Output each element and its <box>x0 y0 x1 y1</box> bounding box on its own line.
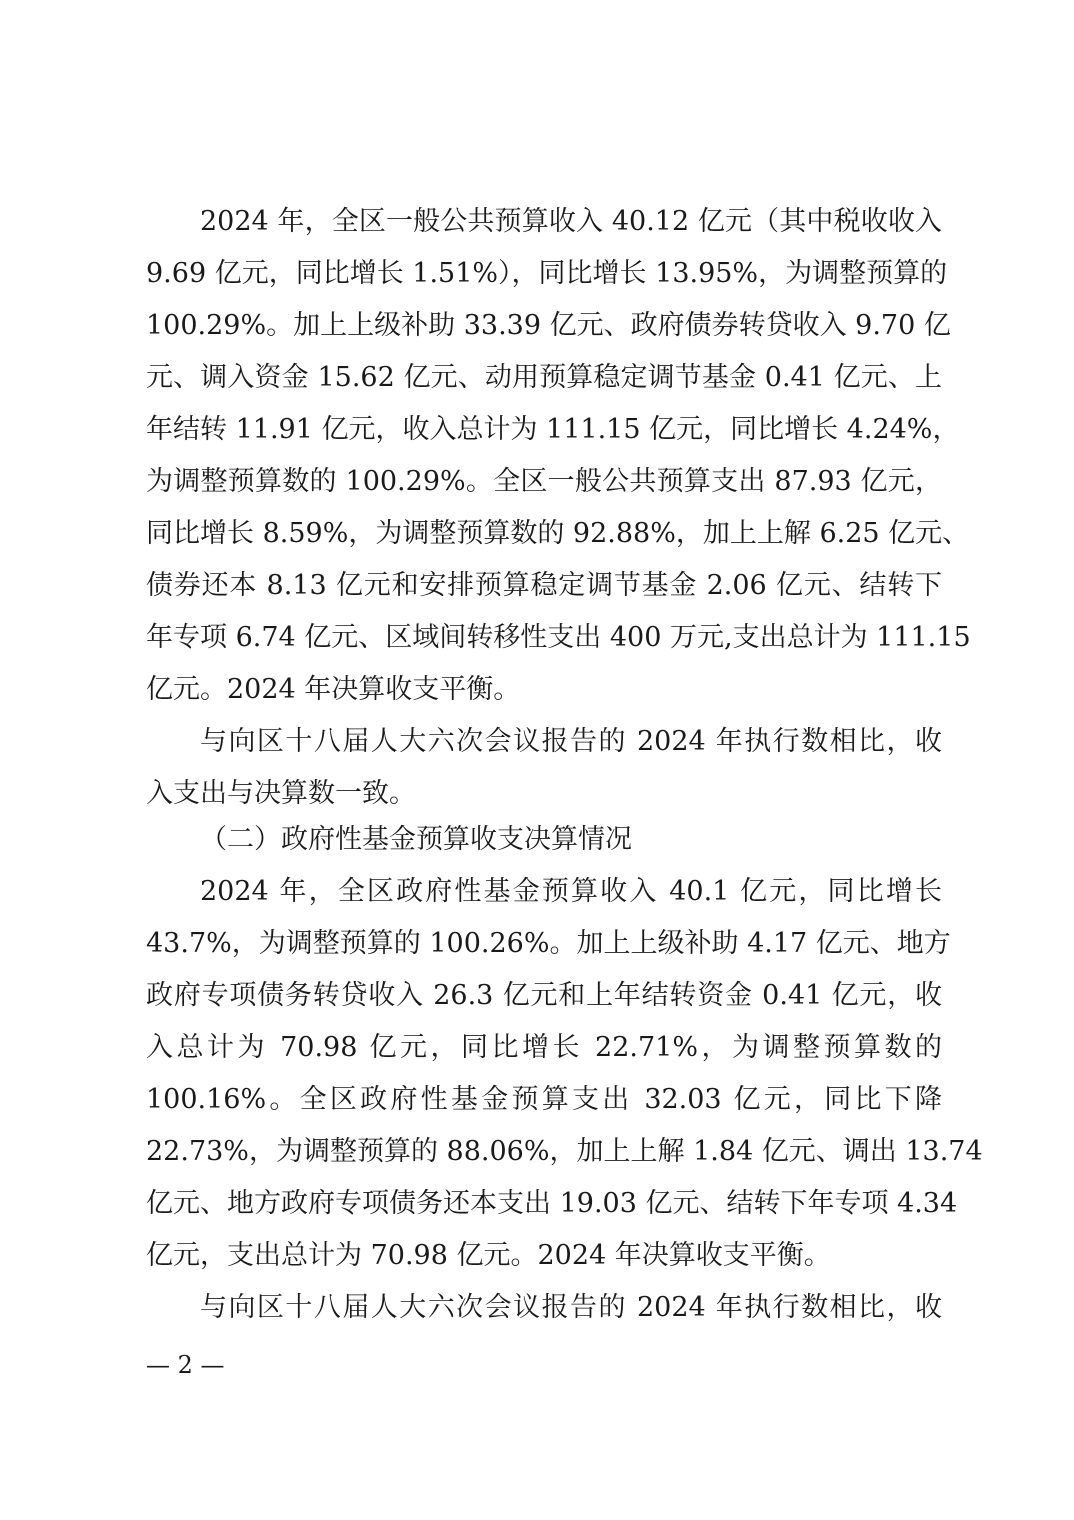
paragraph-line: 43.7%，为调整预算的 100.26%。加上上级补助 4.17 亿元、地方 <box>146 928 951 959</box>
paragraph-line: 22.73%，为调整预算的 88.06%，加上上解 1.84 亿元、调出 13.74 <box>146 1136 983 1167</box>
paragraph-line: 2024 年，全区政府性基金预算收入 40.1 亿元，同比增长 <box>200 876 942 907</box>
paragraph-line: 同比增长 8.59%，为调整预算数的 92.88%，加上上解 6.25 亿元、 <box>146 518 970 549</box>
paragraph-line: 元、调入资金 15.62 亿元、动用预算稳定调节基金 0.41 亿元、上 <box>146 362 942 393</box>
paragraph-line: 与向区十八届人大六次会议报告的 2024 年执行数相比，收 <box>200 1292 942 1323</box>
paragraph-line: 亿元，支出总计为 70.98 亿元。2024 年决算收支平衡。 <box>146 1240 831 1271</box>
paragraph-line: 入总计为 70.98 亿元，同比增长 22.71%，为调整预算数的 <box>146 1032 942 1063</box>
paragraph-line: 入支出与决算数一致。 <box>146 778 416 809</box>
section-heading: （二）政府性基金预算收支决算情况 <box>200 824 632 855</box>
paragraph-line: 亿元。2024 年决算收支平衡。 <box>146 674 521 705</box>
paragraph-line: 9.69 亿元，同比增长 1.51%），同比增长 13.95%，为调整预算的 <box>146 258 948 289</box>
paragraph-line: 年专项 6.74 亿元、区域间转移性支出 400 万元,支出总计为 111.15 <box>146 622 971 653</box>
paragraph-line: 100.29%。加上上级补助 33.39 亿元、政府债券转贷收入 9.70 亿 <box>146 310 951 341</box>
paragraph-line: 100.16%。全区政府性基金预算支出 32.03 亿元，同比下降 <box>146 1084 942 1115</box>
paragraph-line: 债券还本 8.13 亿元和安排预算稳定调节基金 2.06 亿元、结转下 <box>146 570 942 601</box>
paragraph-line: 2024 年，全区一般公共预算收入 40.12 亿元（其中税收收入 <box>200 206 942 237</box>
paragraph-line: 年结转 11.91 亿元，收入总计为 111.15 亿元，同比增长 4.24%， <box>146 414 960 445</box>
paragraph-line: 亿元、地方政府专项债务还本支出 19.03 亿元、结转下年专项 4.34 <box>146 1188 958 1219</box>
paragraph-line: 政府专项债务转贷收入 26.3 亿元和上年结转资金 0.41 亿元，收 <box>146 980 942 1011</box>
paragraph-line: 与向区十八届人大六次会议报告的 2024 年执行数相比，收 <box>200 726 942 757</box>
page-number: — 2 — <box>146 1351 225 1379</box>
paragraph-line: 为调整预算数的 100.29%。全区一般公共预算支出 87.93 亿元， <box>146 466 942 497</box>
